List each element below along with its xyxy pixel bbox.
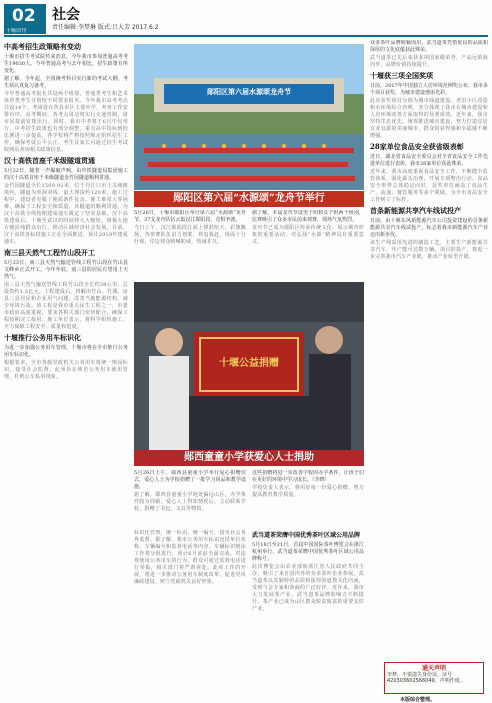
- page-footer: 本版综合整理。: [400, 697, 436, 703]
- editor-info: 责任编辑:李梦琳 版式:吕大芳 2017.6.2: [52, 24, 159, 31]
- notice-body: 李梦，不慎遗失身份证，证号420303602566049，声明作废。: [387, 672, 465, 684]
- article-text: 龙舟节已成为郧阳区传承传统文化、展示城市形象的重要活动，对弘扬“水源”精神具有重要意义。: [252, 225, 364, 245]
- section-title: 社会: [52, 7, 80, 23]
- dragon-boat-illustration: [134, 44, 364, 190]
- donation-caption: 郧西童童小学获爱心人士捐助: [134, 450, 364, 466]
- article-text: 武当道茶已先后荣获多项国家级荣誉，产品远销海内外，品牌价值持续提升。: [370, 55, 488, 68]
- dragon-boat-caption: 郧阳区第六届“水源颂”龙舟节举行: [134, 191, 364, 207]
- dragon-boat-photo: [134, 44, 364, 190]
- headline-vehicle: 十堰推行公务用车标识化: [4, 333, 81, 342]
- article-text: 南三县天然气输送管线工程竹山段全长约38公里，总投资约1.5亿元。工程建成后，将解决竹山、竹溪、房县三县居民和企业用气问题，改善当地能源结构，减少环境污染。该工程是我市重点民生工程之一，市委市政府高度重视，要求各相关部门密切配合，确保工程按期完工投用。施工单位表示，将科学组织施工，全力保障工程安全、质量和进度。: [4, 282, 128, 330]
- notice-box: [384, 662, 484, 694]
- headline-exam: 中高考招生政策略有变动: [4, 42, 81, 51]
- article-text: 为进一步加强公务用车管理，十堰市将在全市推行公务用车标识化。: [4, 345, 128, 358]
- donation-photo: [134, 282, 364, 450]
- page-number: 02: [4, 4, 46, 28]
- donation-article-right: [252, 470, 364, 528]
- column-right: [370, 40, 488, 660]
- article-text: 近日，湖北省食品安全委员会对全省食品安全工作先进单位进行表彰，我市28家单位获此殊荣。: [370, 154, 488, 167]
- article-text: 这些捐赠将进一步改善学校的办学条件，让孩子们在更好的环境中学习成长。（李晓）: [252, 470, 364, 483]
- vehicle-article-cont: [134, 530, 246, 695]
- donation-article-left: [134, 470, 246, 528]
- article-text: 当日上午，汉江郧阳段江面上锣鼓喧天，彩旗飘扬，各参赛队伍奋力划桨，你追我赶，场面十分壮观。岸边观众呐喊助威，热闹非凡。: [134, 225, 246, 245]
- article-text: 学校负责人表示，将用好每一份爱心捐赠，努力提高教育教学质量。: [252, 485, 364, 498]
- article-text: 今年普通高考报名共设两个组别，普通类考生和艺术体育类考生分别按不同要求报名。今年我市高考考点共设14个，考场设在各县市区主要中学，考务工作安排有序。高考期间，各考点周边将实行交通管制，请市民提前安排出行。同时，我市中考将于6月中旬举行，中考招生政策也有部分调整，重点高中指标到校比例进一步提高，各学校将严格按照规定组织招生工作，确保考试公平公正。考生及家长可通过招生考试院网站查询相关政策信息。: [4, 91, 128, 153]
- article-text: 根据要求，全市各级党政机关公务用车将统一喷涂标识，接受社会监督。此举旨在规范公务用车使用管理，杜绝公车私用现象。: [4, 360, 128, 380]
- article-text: 该生产线采用先进的制造工艺，主要生产新能源共享汽车，年产能可达数万辆。项目的投产，将进一步完善我市汽车产业链，推动产业转型升级。: [370, 240, 488, 260]
- notice-title: 通天声明: [421, 665, 446, 672]
- headline-food: 28家单位食品安全获省级表彰: [370, 142, 464, 151]
- article-text: 金竹园隧道全长1509.92米，位于丹江口市土关垭镇境内，隧道为单洞双线，最大埋深约120米。施工过程中，建设者克服了地质条件复杂、施工难度大等困难，确保了工程安全和质量。该隧道的顺利贯通，为汉十高铁全线按期建成通车奠定了坚实基础。汉十高铁建成后，十堰至武汉的时间将大大缩短，将极大地方便沿线群众出行，推动区域经济社会发展。目前，汉十高铁各标段施工正在全面推进，预计2019年建成通车。: [4, 183, 128, 245]
- tea-article: [252, 530, 364, 695]
- column-left: [4, 40, 128, 695]
- article-text: 日前，由十堰东风新能源汽车公司投资建设的首条新能源共享汽车线试投产，标志着我市新能源汽车产业迈出新步伐。: [370, 218, 488, 238]
- header-divider: [4, 35, 488, 37]
- plaque-text: 十堰公益捐赠: [219, 358, 279, 369]
- headline-gas: 南三县天然气工程竹山段开工: [4, 248, 95, 257]
- headline-awards: 十堰获三项全国奖项: [370, 71, 433, 80]
- headline-railway: 汉十高铁首座千米级隧道贯通: [4, 156, 95, 165]
- article-text: 5月22日，随着一声爆破声响，由中铁隧道局集团施工的汉十高铁首座千米级隧道金竹园隧道顺利贯通。: [4, 168, 128, 181]
- article-text: 十堰市招生考试院传来消息，今年我市参加普通高考考生19030人。今年普通高考与去年相比，招生政策有所变化。: [4, 54, 128, 74]
- dragon-boat-article-left: [134, 210, 246, 280]
- article-text: 据了解，郧西县童童小学地处偏远山区，办学条件较为简陋。爱心人士得知情况后，主动联系学校，捐赠了书包、文具等物资。: [134, 492, 246, 512]
- article-text: 据了解，今年起，全国统考科目实行新的考试大纲，考生须认真复习备考。: [4, 76, 128, 89]
- photo-banner-text: 郧阳区第六届水源颂龙舟节: [207, 88, 291, 96]
- article-text: 5月26日，十堰市郧阳区举行第六届“水源颂”龙舟节，37支龙舟队伍云集汉江郧阳段，竞相争渡。: [134, 210, 246, 223]
- article-text: 日前，2017年中国独立人居环境范例奖公布，我市多个项目获奖，为城市建设增添光彩。: [370, 83, 488, 96]
- article-text: 此次获奖项目分别为城市绿道建设、老旧小区改造和水环境综合治理，充分体现了我市在城市建设和人居环境改善方面取得的显著成效。近年来，我市坚持生态优先，统筹推进城市建设，努力打造宜居宜业宜游的美丽城市，群众的获得感和幸福感不断增强。: [370, 98, 488, 139]
- page-header: [0, 0, 492, 34]
- article-text: 5月18日至21日，首届中国国际茶叶博览会在浙江杭州举行，武当道茶荣膺中国优秀茶叶区域公用品牌称号。: [252, 542, 364, 562]
- article-text: 5月23日，南三县天然气输送管线工程竹山段在竹山县文峰乡正式开工。今年年底，南三县的居民有望用上天然气。: [4, 260, 128, 280]
- headline-ev: 首条新能源共享汽车线试投产: [370, 206, 461, 215]
- article-text: 5月26日上午，郧西县童童小学举行爱心捐赠仪式，爱心人士为学校捐赠了一批学习用品和教学设施。: [134, 470, 246, 490]
- headline-tea: 武当道茶荣膺中国优秀茶叶区域公用品牌: [252, 532, 361, 539]
- article-text: 标识化管理，统一标识、统一编号，接受社会各界监督。据了解，我市公务用车标识包括单位名称、车辆编号和监督电话等内容。车辆标识喷涂工作将分批进行，预计6月底前全面完成。对违规使用公务用车的行为，群众可通过监督电话进行举报，相关部门将严肃查处。此项工作的开展，将进一步推动公务用车制度改革，促进党风廉政建设，树立党政机关良好形象。: [134, 530, 246, 585]
- paper-name: 十堰周刊: [4, 28, 46, 34]
- article-text: 众多茶叶品牌脱颖而出，武当道茶凭借优良的品质和深厚的文化底蕴获此殊荣。: [370, 40, 488, 53]
- article-text: 据了解，本届龙舟节设男子组和女子组两个组别，比赛吸引了众多市民前来观赛，现场气氛热烈。: [252, 210, 364, 223]
- article-text: 此次博览会由农业部和浙江省人民政府共同主办，吸引了来自国内外的众多茶叶企业参展。武当道茶以其独特的品质和深厚的道教文化内涵，受到与会专家和客商的广泛好评。近年来，我市大力发展茶产业，武当道茶品牌影响力不断提升，茶产业已成为山区群众脱贫致富的重要支柱产业。: [252, 564, 364, 612]
- article-text: 近年来，我市高度重视食品安全工作，不断健全监管体系，强化源头治理，开展专项整治行动，食品安全形势总体稳定向好。获奖单位涵盖了食品生产、流通、餐饮服务等多个领域，为全市食品安全工作树立了标杆。: [370, 169, 488, 203]
- dragon-boat-article-right: [252, 210, 364, 280]
